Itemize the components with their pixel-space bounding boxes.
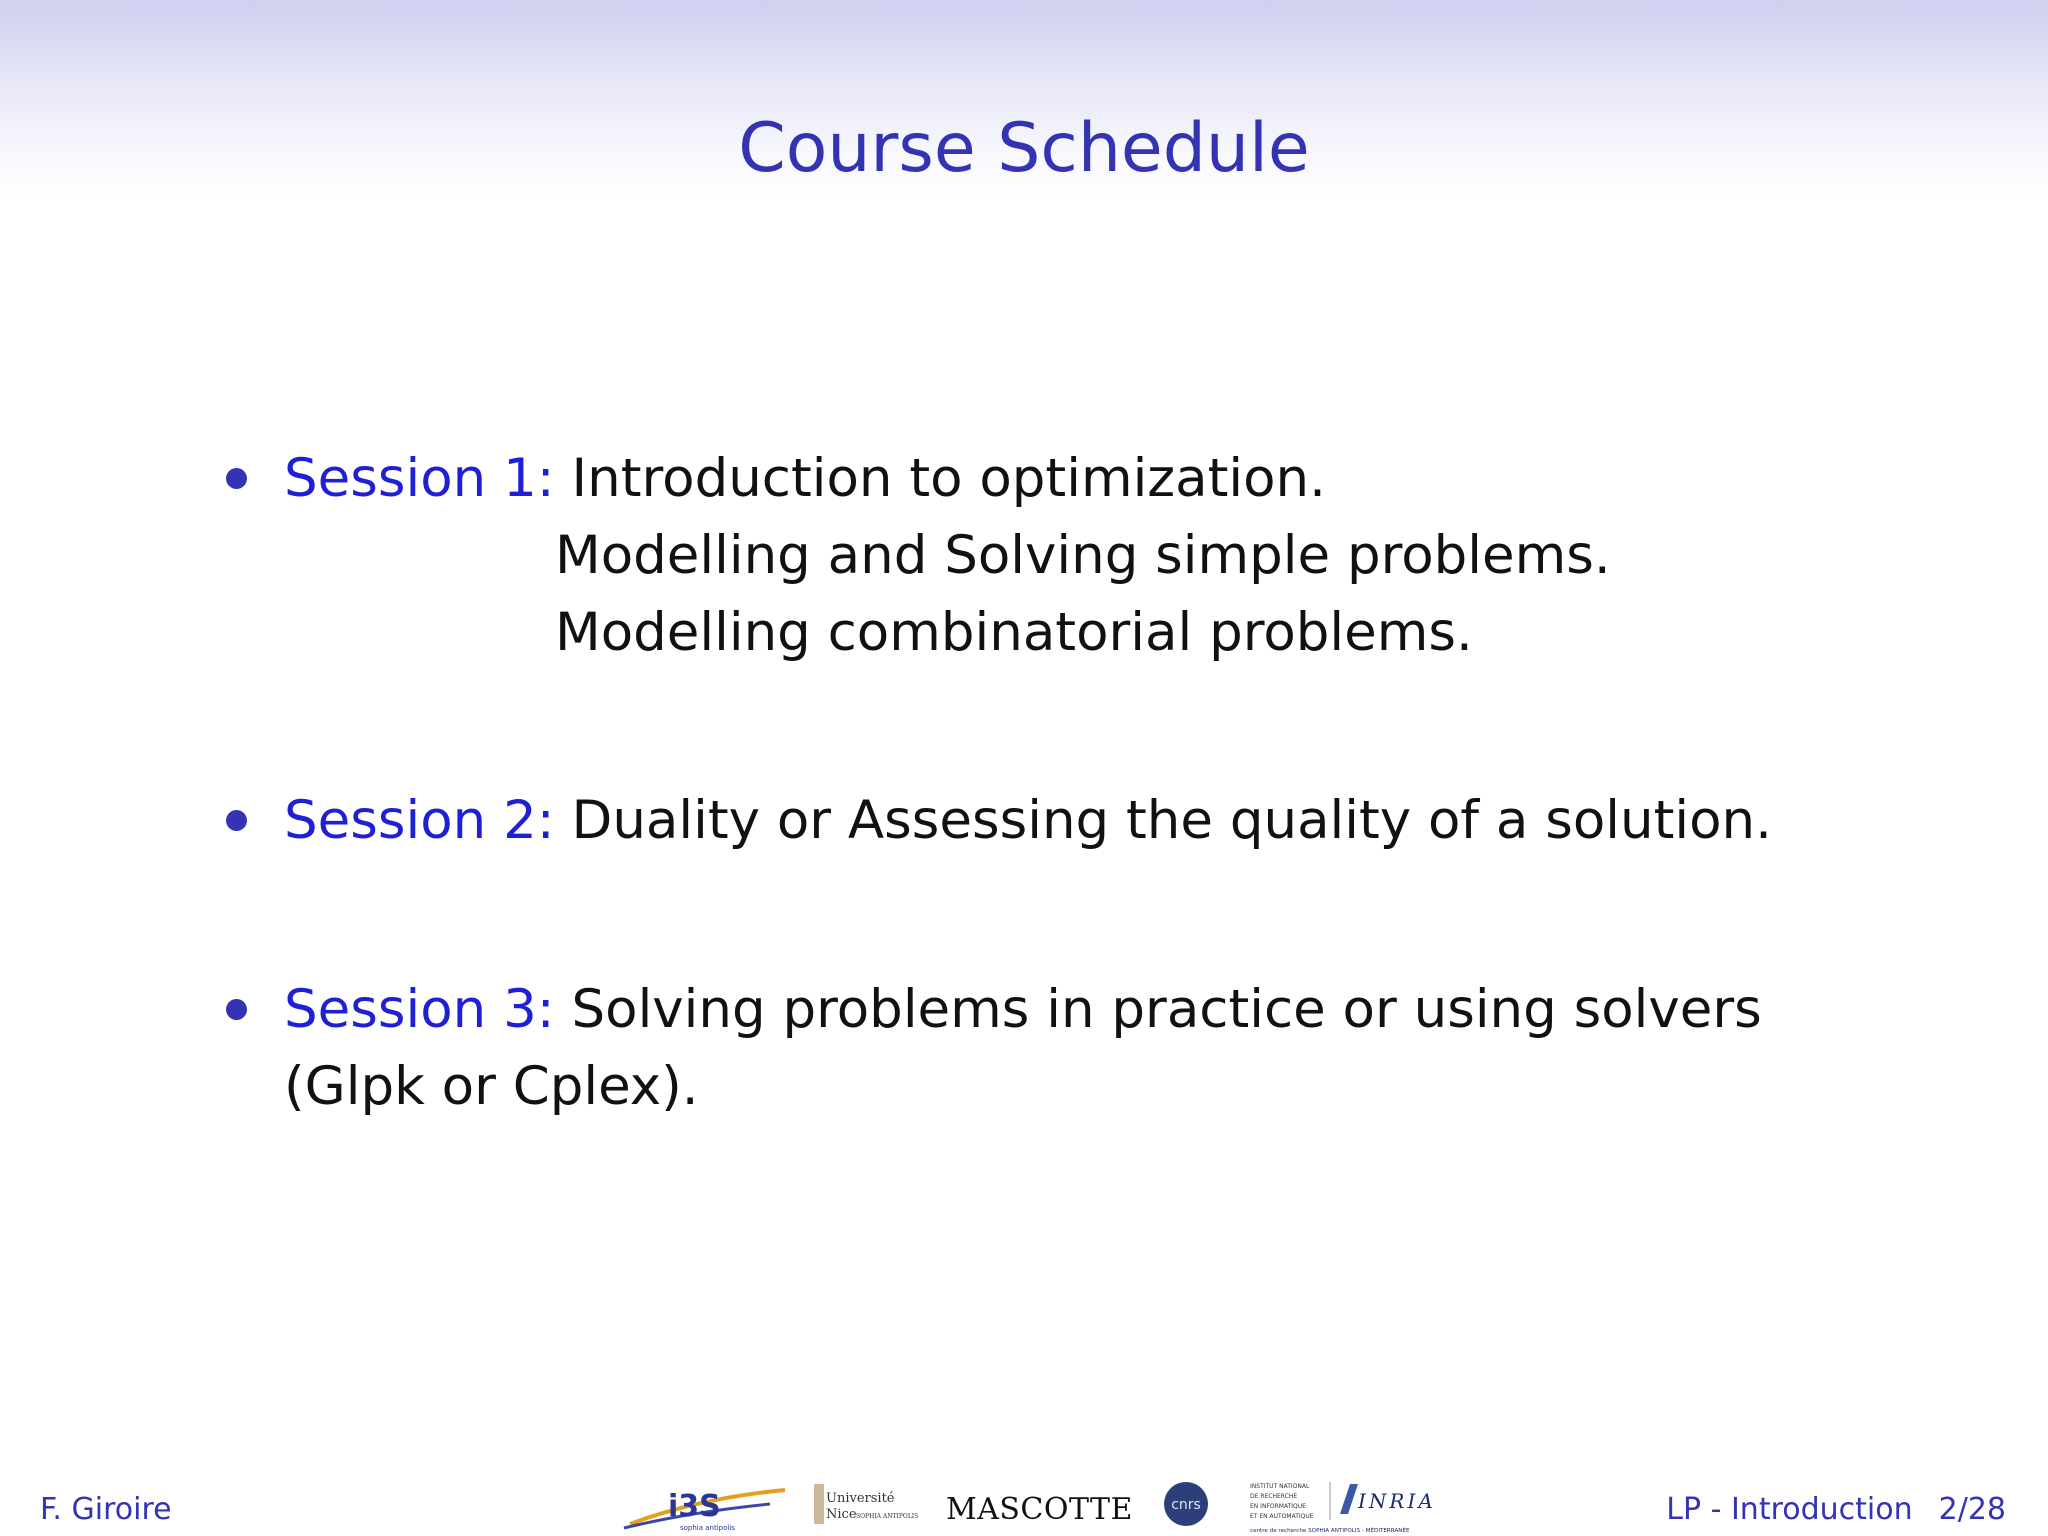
footer-right: [1666, 1492, 2006, 1527]
session-3-label: Session 3:: [284, 979, 555, 1040]
inria-inst-line-3: EN INFORMATIQUE: [1250, 1503, 1306, 1510]
i3s-logo: [620, 1478, 790, 1536]
cnrs-logo-text: cnrs: [1171, 1497, 1201, 1513]
session-1-line: [284, 440, 1884, 517]
session-1-continuation-2: Modelling combinatorial problems.: [555, 602, 1473, 663]
session-2-line: [284, 782, 1884, 859]
session-1-text: Introduction to optimization.: [571, 448, 1326, 509]
unice-logo-line2: Nice: [826, 1507, 857, 1522]
inria-inst-line-4: ET EN AUTOMATIQUE: [1250, 1513, 1314, 1520]
unice-logo-subtext: SOPHIA ANTIPOLIS: [856, 1513, 919, 1520]
session-2-text: Duality or Assessing the quality of a solution.: [571, 790, 1772, 851]
i3s-logo-text: i3S: [668, 1489, 721, 1524]
slide-title: Course Schedule: [738, 109, 1310, 188]
cnrs-logo: [1162, 1478, 1210, 1530]
session-1-continuation-1: Modelling and Solving simple problems.: [555, 525, 1611, 586]
bullet-icon: [226, 810, 247, 831]
bullet-icon: [226, 999, 247, 1020]
inria-inst-line-1: INSTITUT NATIONAL: [1250, 1483, 1310, 1490]
inria-logo-subtext: centre de recherche SOPHIA ANTIPOLIS - MÉDITERRANÉE: [1250, 1528, 1410, 1534]
footer-talk-title: LP - Introduction: [1666, 1492, 1913, 1527]
footer-author: F. Giroire: [40, 1492, 172, 1527]
inria-inst-line-2: DE RECHERCHE: [1250, 1493, 1298, 1500]
footer: [0, 1470, 2048, 1536]
i3s-logo-subtext: sophia antipolis: [680, 1524, 735, 1532]
session-1-label: Session 1:: [284, 448, 555, 509]
session-3-text: Solving problems in practice or using solvers (Glpk or Cplex).: [284, 979, 1762, 1117]
inria-logo-text: INRIA: [1358, 1489, 1436, 1513]
session-2-label: Session 2:: [284, 790, 555, 851]
mascotte-logo: MASCOTTE: [946, 1492, 1133, 1527]
inria-logo: [1246, 1478, 1486, 1536]
page-number: 2/28: [1938, 1492, 2006, 1527]
unice-logo-line1: Université: [826, 1491, 895, 1506]
bullet-icon: [226, 468, 247, 489]
session-3-line: [284, 971, 1904, 1125]
unice-logo: [810, 1478, 930, 1534]
